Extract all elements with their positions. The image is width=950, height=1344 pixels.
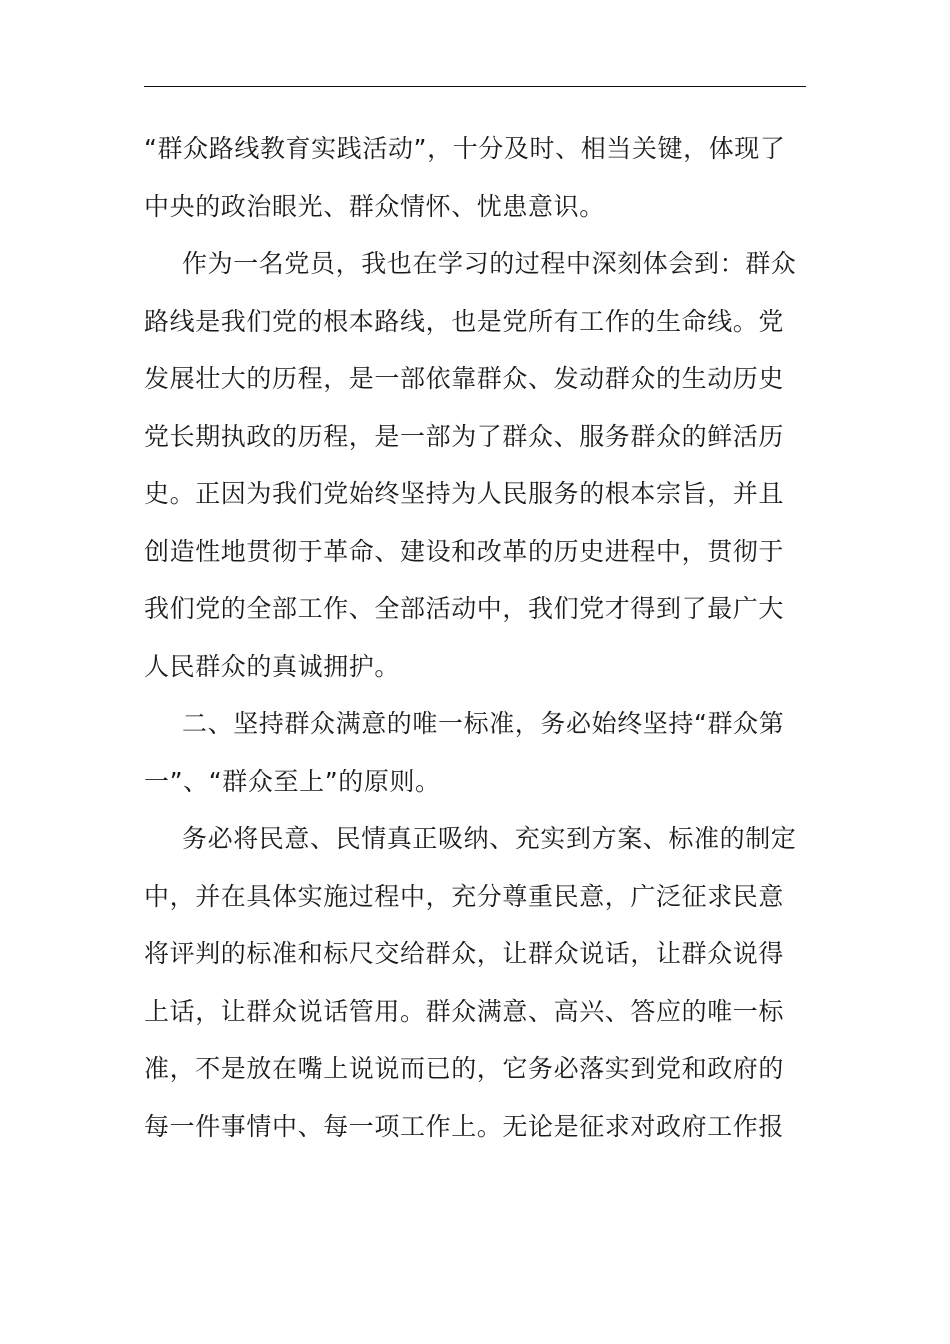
text-line: 务必将民意、民情真正吸纳、充实到方案、标准的制定: [182, 824, 797, 853]
text-line: 中央的政治眼光、群众情怀、忧患意识。: [144, 191, 605, 221]
text-line: 二、坚持群众满意的唯一标准，务必始终坚持“群众第: [182, 709, 785, 738]
header-rule: [144, 86, 806, 87]
text-line: “群众路线教育实践活动”，十分及时、相当关键，体现了: [144, 134, 786, 163]
text-line: 发展壮大的历程，是一部依靠群众、发动群众的生动历史: [144, 364, 785, 393]
text-line: 创造性地贯彻于革命、建设和改革的历史进程中，贯彻于: [144, 536, 785, 566]
paragraph-2: [144, 235, 806, 695]
text-line: 史。正因为我们党始终坚持为人民服务的根本宗旨，并且: [144, 479, 785, 508]
text-line: 每一件事情中、每一项工作上。无论是征求对政府工作报: [144, 1111, 785, 1141]
text-line: 准，不是放在嘴上说说而已的，它务必落实到党和政府的: [144, 1054, 785, 1083]
paragraph-4: [144, 810, 806, 1155]
paragraph-1: [144, 120, 806, 235]
text-line: 路线是我们党的根本路线，也是党所有工作的生命线。党: [144, 306, 785, 336]
text-line: 上话，让群众说话管用。群众满意、高兴、答应的唯一标: [144, 996, 785, 1026]
text-line: 一”、“群众至上”的原则。: [144, 766, 441, 796]
text-line: 人民群众的真诚拥护。: [144, 651, 401, 681]
document-body: [144, 120, 806, 1155]
paragraph-3-heading: [144, 695, 806, 810]
text-line: 我们党的全部工作、全部活动中，我们党才得到了最广大: [144, 594, 785, 623]
text-line: 中，并在具体实施过程中，充分尊重民意，广泛征求民意: [144, 881, 785, 911]
text-line: 作为一名党员，我也在学习的过程中深刻体会到：群众: [182, 249, 797, 278]
text-line: 党长期执政的历程，是一部为了群众、服务群众的鲜活历: [144, 421, 785, 451]
text-line: 将评判的标准和标尺交给群众，让群众说话，让群众说得: [144, 939, 785, 968]
